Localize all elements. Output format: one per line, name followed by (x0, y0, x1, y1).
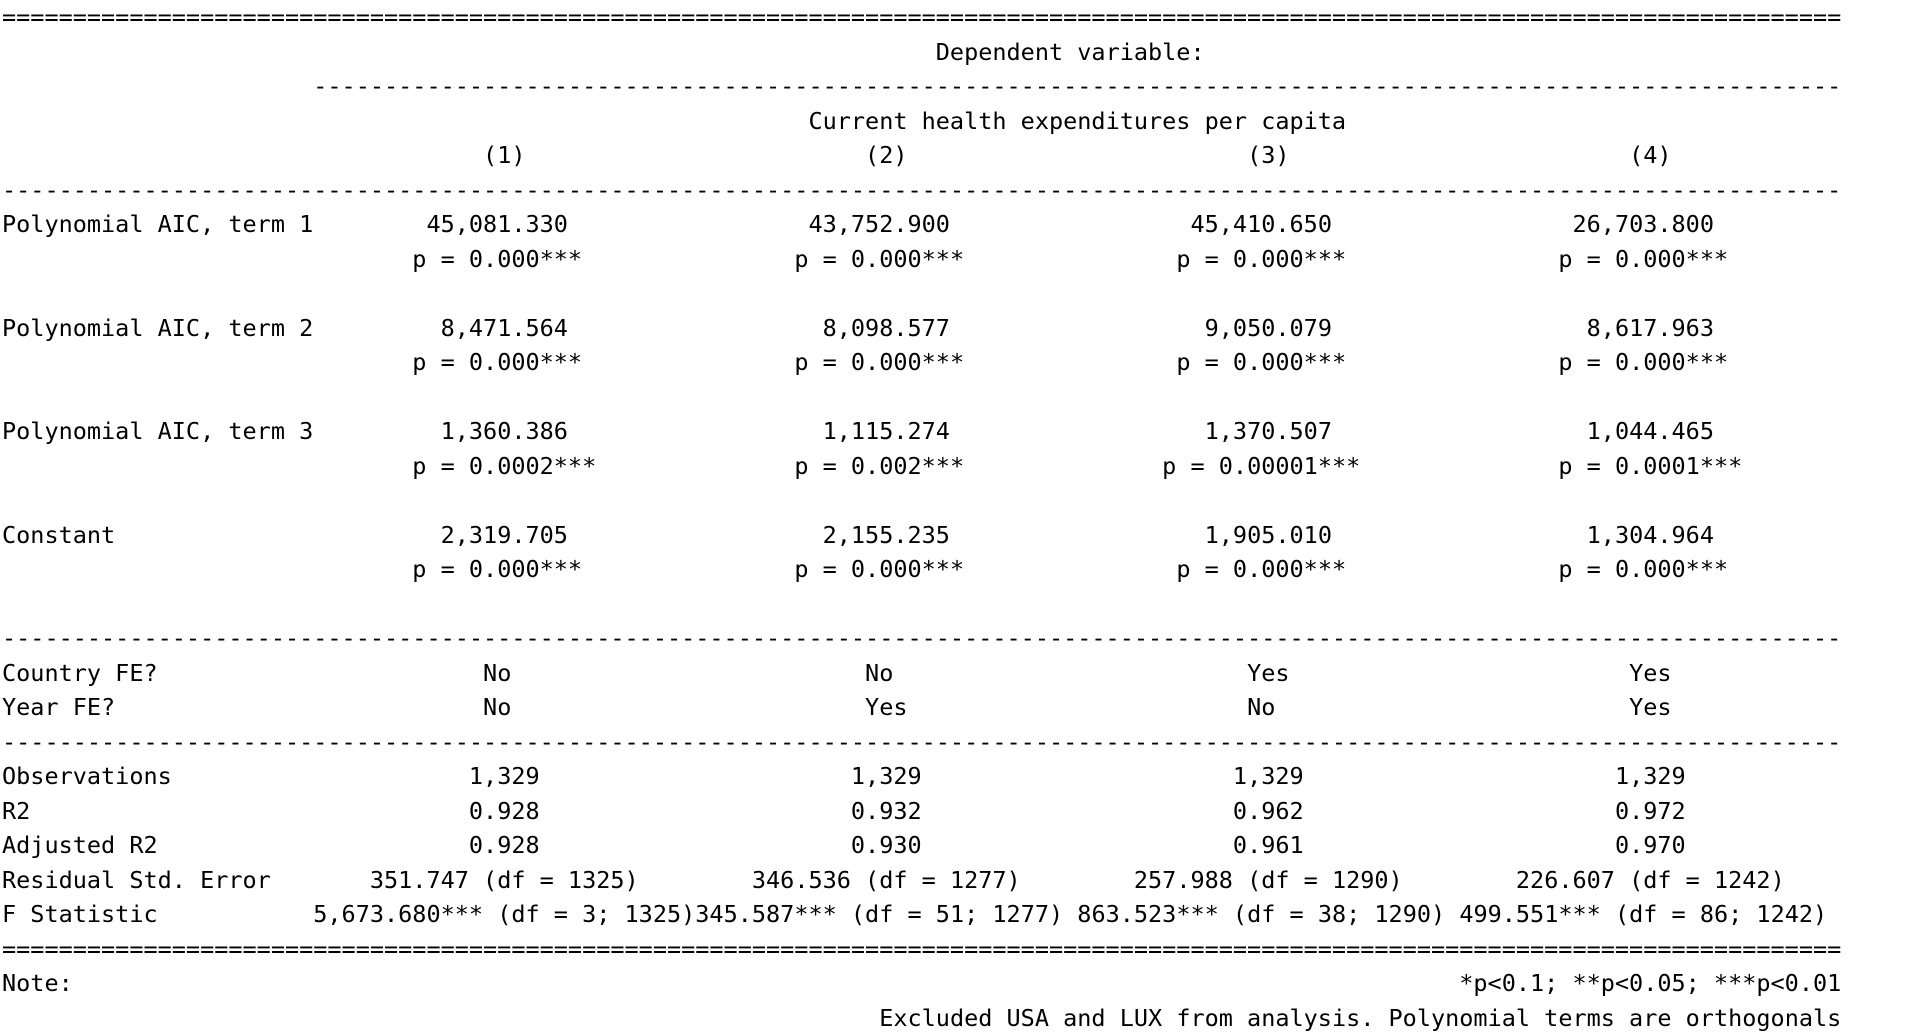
p-value: p = 0.000*** (695, 555, 1078, 583)
statistic-value: 351.747 (df = 1325) (313, 865, 696, 894)
footnote-text: Excluded USA and LUX from analysis. Polynomial terms are orthogonals (879, 1003, 1842, 1032)
coefficient-value: 26,703.800 (1459, 210, 1842, 238)
fixed-effect-value: Yes (1077, 658, 1460, 687)
bottom-double-rule: ================================================================================================================================== (2, 934, 1842, 963)
statistic-value: 0.930 (695, 831, 1078, 859)
statistic-label: Residual Std. Error (2, 865, 314, 894)
column-number: (1) (313, 141, 696, 169)
statistic-value: 0.970 (1459, 831, 1842, 859)
fixed-effect-value: Yes (1459, 658, 1842, 687)
coefficients-rule: ---------------------------------------------------------------------------------------------------------------------------------- (2, 624, 1842, 652)
coefficient-value: 9,050.079 (1077, 313, 1460, 342)
fixed-effects-rule: ---------------------------------------------------------------------------------------------------------------------------------- (2, 727, 1842, 756)
coefficient-value: 43,752.900 (695, 210, 1078, 238)
statistic-label: Observations (2, 762, 314, 790)
statistic-value: 0.962 (1077, 796, 1460, 825)
coefficient-value: 2,319.705 (313, 520, 696, 549)
p-value: p = 0.0002*** (313, 451, 696, 480)
statistic-value: 1,329 (313, 762, 696, 790)
coefficient-label: Polynomial AIC, term 1 (2, 210, 314, 238)
statistic-label: R2 (2, 796, 314, 825)
p-value: p = 0.000*** (1077, 244, 1460, 273)
p-value: p = 0.0001*** (1459, 451, 1842, 480)
p-value: p = 0.000*** (313, 244, 696, 273)
p-value: p = 0.000*** (313, 348, 696, 376)
statistic-value: 257.988 (df = 1290) (1077, 865, 1460, 894)
fixed-effect-value: No (695, 658, 1078, 687)
statistic-value: 1,329 (1077, 762, 1460, 790)
statistic-label: Adjusted R2 (2, 831, 314, 859)
statistic-value: 499.551*** (df = 86; 1242) (1459, 900, 1842, 928)
p-value: p = 0.000*** (1459, 555, 1842, 583)
coefficient-value: 45,410.650 (1077, 210, 1460, 238)
coefficient-value: 1,370.507 (1077, 417, 1460, 445)
statistic-value: 346.536 (df = 1277) (695, 865, 1078, 894)
statistic-label: F Statistic (2, 900, 314, 928)
p-value: p = 0.000*** (695, 244, 1078, 273)
statistic-value: 863.523*** (df = 38; 1290) (1077, 900, 1460, 928)
coefficient-label: Constant (2, 520, 314, 549)
fixed-effect-value: Yes (695, 693, 1078, 721)
statistic-value: 0.928 (313, 796, 696, 825)
statistic-value: 1,329 (1459, 762, 1842, 790)
p-value: p = 0.000*** (1459, 348, 1842, 376)
statistic-value: 345.587*** (df = 51; 1277) (695, 900, 1078, 928)
coefficient-value: 1,115.274 (695, 417, 1078, 445)
statistic-value: 5,673.680*** (df = 3; 1325) (313, 900, 696, 928)
statistic-value: 0.932 (695, 796, 1078, 825)
note-label: Note: (2, 969, 1460, 997)
regression-table (2, 0, 1841, 1035)
p-value: p = 0.000*** (1077, 348, 1460, 376)
fixed-effect-value: No (313, 658, 696, 687)
statistic-value: 1,329 (695, 762, 1078, 790)
fixed-effect-label: Year FE? (2, 693, 314, 721)
coefficient-label: Polynomial AIC, term 2 (2, 313, 314, 342)
p-value: p = 0.000*** (695, 348, 1078, 376)
header-rule: ---------------------------------------------------------------------------------------------------------------------------------- (2, 175, 1842, 204)
coefficient-value: 8,617.963 (1459, 313, 1842, 342)
heading-underline-rule: ------------------------------------------------------------------------------------------------------------ (2, 72, 1842, 100)
fixed-effect-value: No (1077, 693, 1460, 721)
p-value: p = 0.002*** (695, 451, 1078, 480)
dependent-variable-name: Current health expenditures per capita (313, 106, 1842, 135)
significance-note: *p<0.1; **p<0.05; ***p<0.01 (1459, 969, 1842, 997)
fixed-effect-value: No (313, 693, 696, 721)
coefficient-value: 2,155.235 (695, 520, 1078, 549)
coefficient-value: 1,304.964 (1459, 520, 1842, 549)
p-value: p = 0.00001*** (1077, 451, 1460, 480)
p-value: p = 0.000*** (313, 555, 696, 583)
coefficient-value: 1,044.465 (1459, 417, 1842, 445)
statistic-value: 0.961 (1077, 831, 1460, 859)
top-double-rule: ================================================================================================================================== (2, 3, 1842, 31)
column-number: (2) (695, 141, 1078, 169)
statistic-value: 0.972 (1459, 796, 1842, 825)
statistic-value: 0.928 (313, 831, 696, 859)
fixed-effect-value: Yes (1459, 693, 1842, 721)
coefficient-value: 8,471.564 (313, 313, 696, 342)
p-value: p = 0.000*** (1077, 555, 1460, 583)
fixed-effect-label: Country FE? (2, 658, 314, 687)
dependent-variable-heading: Dependent variable: (313, 37, 1842, 66)
column-number: (3) (1077, 141, 1460, 169)
coefficient-value: 1,360.386 (313, 417, 696, 445)
coefficient-value: 8,098.577 (695, 313, 1078, 342)
coefficient-label: Polynomial AIC, term 3 (2, 417, 314, 445)
p-value: p = 0.000*** (1459, 244, 1842, 273)
coefficient-value: 45,081.330 (313, 210, 696, 238)
column-number: (4) (1459, 141, 1842, 169)
statistic-value: 226.607 (df = 1242) (1459, 865, 1842, 894)
coefficient-value: 1,905.010 (1077, 520, 1460, 549)
